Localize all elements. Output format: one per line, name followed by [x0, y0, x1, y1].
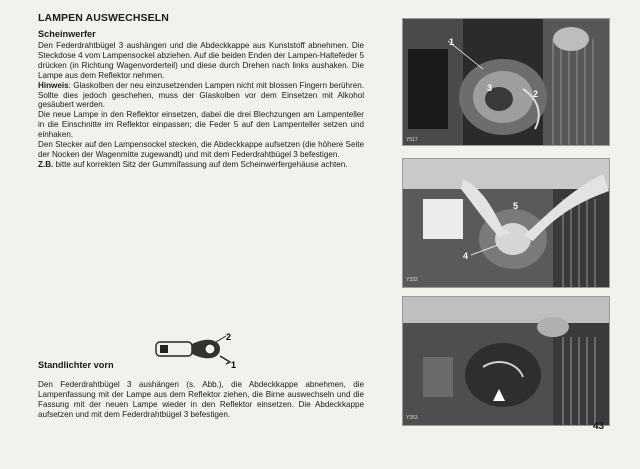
- photo2-label-4: 4: [463, 251, 469, 261]
- standlichter-section: [38, 360, 364, 420]
- figure-label-2: 2: [226, 332, 232, 342]
- hinweis-text: : Glaskolben der neu einzusetzenden Lampen nicht mit blossen Fingern berühren. Sollte dies jedoch geschehen, muss der Glaskolben vor dem Einsetzen mit Alkohol gesäubert werden.: [38, 80, 364, 110]
- engine-photo-lamp-removal: [402, 158, 610, 288]
- photo2-label-5: 5: [513, 201, 519, 211]
- scheinwerfer-section: [38, 12, 364, 170]
- standlichter-text: Den Federdrahtbügel 3 aushängen (s. Abb.), die Abdeckkappe abnehmen, die Lampenfassung mit der Lampe aus dem Reflektor ziehen, die Birne auswechseln und die Fassung mit der neuen Lampe wieder in den Reflektor einsetzen. Die Abdeckkappe aufsetzen und mit dem Federdrahtbügel 3 befestigen.: [38, 380, 364, 419]
- photo2-code: Y332: [406, 277, 418, 283]
- scheinwerfer-paragraph-3: Den Stecker auf den Lampensockel stecken, die Abdeckkappe aufsetzen (die höhere Seite der Nocken der Wagenmitte zugewandt) und mit dem Federdrahtbügel 3 befestigen.: [38, 140, 364, 159]
- figure-label-1: 1: [231, 360, 237, 370]
- zb-text: bitte auf korrekten Sitz der Gummifassung auf dem Scheinwerfergehäuse achten.: [53, 159, 348, 169]
- hinweis-paragraph: [38, 81, 364, 111]
- scheinwerfer-paragraph-2: Die neue Lampe in den Reflektor einsetzen, dabei die drei Blechzungen am Lampenteller in die Einschnitte im Reflektor einpassen; die Feder 5 auf den Lampenteller setzen und einhaken.: [38, 110, 364, 140]
- photo1-label-2: 2: [533, 89, 539, 99]
- engine-photo-headlamp-rear: [402, 18, 610, 146]
- zb-label: Z.B.: [38, 159, 54, 169]
- photo1-label-1: 1: [449, 37, 455, 47]
- standlichter-title: Standlichter vorn: [38, 360, 114, 370]
- zb-paragraph: [38, 160, 364, 170]
- photo3-code: Y353: [406, 415, 418, 421]
- photo1-label-3: 3: [487, 83, 493, 93]
- photo1-code: Y517: [406, 137, 418, 143]
- scheinwerfer-paragraph-1: Den Federdrahtbügel 3 aushängen und die Abdeckkappe aus Kunststoff abnehmen. Die Steckdose 4 vom Lampensockel abziehen. Auf die beiden Enden der Lampen-Haltefeder 5 drücken (in Richtung Wagenvorderteil) und diese durch Drehen nach links aushaken. Die Lampe aus dem Reflektor nehmen.: [38, 41, 364, 80]
- page-number: 43: [593, 421, 605, 432]
- scheinwerfer-title: Scheinwerfer: [38, 29, 96, 39]
- hinweis-label: Hinweis: [38, 80, 69, 90]
- page-heading: LAMPEN AUSWECHSELN: [38, 12, 169, 24]
- engine-photo-sidelight: [402, 296, 610, 426]
